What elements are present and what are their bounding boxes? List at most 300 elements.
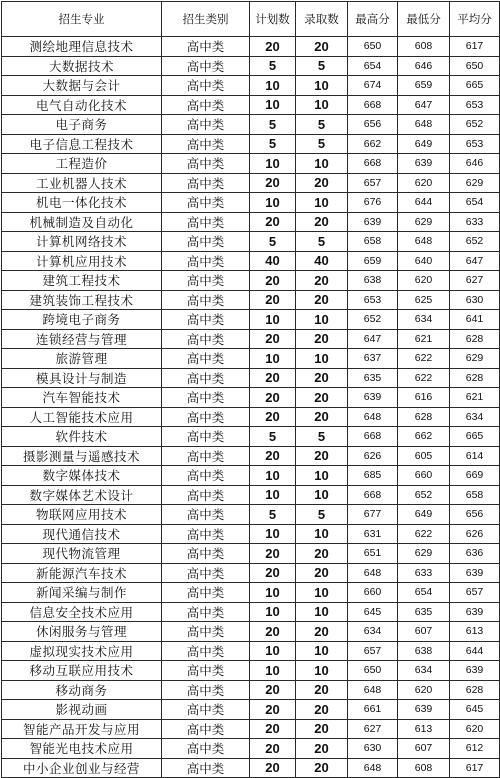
cell-avg-score: 647: [450, 251, 500, 271]
cell-category: 高中类: [162, 173, 250, 193]
cell-max-score: 638: [348, 271, 398, 291]
cell-min-score: 638: [398, 641, 450, 661]
cell-admit-count: 5: [296, 115, 348, 135]
cell-avg-score: 613: [450, 622, 500, 642]
cell-plan-count: 20: [250, 329, 296, 349]
cell-max-score: 668: [348, 485, 398, 505]
cell-major: 机电一体化技术: [2, 193, 162, 213]
cell-major: 中小企业创业与经营: [2, 758, 162, 778]
cell-min-score: 652: [398, 485, 450, 505]
cell-admit-count: 10: [296, 193, 348, 213]
cell-admit-count: 20: [296, 329, 348, 349]
cell-category: 高中类: [162, 524, 250, 544]
cell-min-score: 628: [398, 407, 450, 427]
cell-avg-score: 650: [450, 56, 500, 76]
cell-major: 工业机器人技术: [2, 173, 162, 193]
header-max-score: 最高分: [348, 2, 398, 37]
cell-max-score: 652: [348, 310, 398, 330]
table-row: [2, 349, 500, 369]
cell-category: 高中类: [162, 76, 250, 96]
cell-plan-count: 10: [250, 466, 296, 486]
cell-min-score: 629: [398, 544, 450, 564]
cell-category: 高中类: [162, 251, 250, 271]
cell-major: 电子信息工程技术: [2, 134, 162, 154]
cell-min-score: 635: [398, 602, 450, 622]
cell-admit-count: 20: [296, 680, 348, 700]
cell-admit-count: 20: [296, 290, 348, 310]
cell-min-score: 608: [398, 758, 450, 778]
cell-plan-count: 10: [250, 349, 296, 369]
cell-major: 电气自动化技术: [2, 95, 162, 115]
header-admit-count: 录取数: [296, 2, 348, 37]
cell-category: 高中类: [162, 739, 250, 759]
cell-major: 摄影测量与遥感技术: [2, 446, 162, 466]
cell-category: 高中类: [162, 37, 250, 57]
cell-plan-count: 20: [250, 212, 296, 232]
cell-category: 高中类: [162, 115, 250, 135]
cell-category: 高中类: [162, 661, 250, 681]
table-row: [2, 271, 500, 291]
table-row: [2, 427, 500, 447]
cell-avg-score: 627: [450, 271, 500, 291]
cell-min-score: 605: [398, 446, 450, 466]
cell-min-score: 621: [398, 329, 450, 349]
table-row: [2, 583, 500, 603]
cell-min-score: 622: [398, 524, 450, 544]
cell-admit-count: 10: [296, 154, 348, 174]
cell-plan-count: 10: [250, 485, 296, 505]
cell-plan-count: 20: [250, 446, 296, 466]
cell-major: 大数据与会计: [2, 76, 162, 96]
cell-max-score: 650: [348, 37, 398, 57]
cell-max-score: 651: [348, 544, 398, 564]
cell-plan-count: 10: [250, 602, 296, 622]
cell-avg-score: 614: [450, 446, 500, 466]
cell-major: 工程造价: [2, 154, 162, 174]
cell-min-score: 620: [398, 173, 450, 193]
cell-avg-score: 617: [450, 758, 500, 778]
cell-major: 测绘地理信息技术: [2, 37, 162, 57]
cell-category: 高中类: [162, 544, 250, 564]
cell-min-score: 634: [398, 310, 450, 330]
cell-plan-count: 20: [250, 37, 296, 57]
cell-max-score: 650: [348, 661, 398, 681]
cell-avg-score: 629: [450, 173, 500, 193]
cell-major: 跨境电子商务: [2, 310, 162, 330]
cell-avg-score: 621: [450, 388, 500, 408]
cell-admit-count: 20: [296, 544, 348, 564]
cell-admit-count: 10: [296, 310, 348, 330]
cell-max-score: 677: [348, 505, 398, 525]
cell-max-score: 648: [348, 407, 398, 427]
cell-major: 数字媒体艺术设计: [2, 485, 162, 505]
cell-avg-score: 617: [450, 37, 500, 57]
cell-avg-score: 652: [450, 115, 500, 135]
table-row: [2, 485, 500, 505]
cell-category: 高中类: [162, 466, 250, 486]
cell-avg-score: 653: [450, 134, 500, 154]
table-row: [2, 719, 500, 739]
cell-category: 高中类: [162, 700, 250, 720]
table-row: [2, 95, 500, 115]
cell-max-score: 639: [348, 388, 398, 408]
cell-avg-score: 628: [450, 329, 500, 349]
cell-min-score: 640: [398, 251, 450, 271]
cell-plan-count: 20: [250, 563, 296, 583]
table-row: [2, 368, 500, 388]
cell-avg-score: 644: [450, 641, 500, 661]
cell-plan-count: 20: [250, 700, 296, 720]
table-row: [2, 154, 500, 174]
cell-plan-count: 10: [250, 310, 296, 330]
cell-avg-score: 628: [450, 680, 500, 700]
admission-score-table: [1, 1, 500, 778]
cell-min-score: 607: [398, 622, 450, 642]
cell-major: 信息安全技术应用: [2, 602, 162, 622]
cell-plan-count: 20: [250, 758, 296, 778]
cell-major: 模具设计与制造: [2, 368, 162, 388]
cell-admit-count: 20: [296, 407, 348, 427]
cell-admit-count: 20: [296, 388, 348, 408]
cell-category: 高中类: [162, 680, 250, 700]
cell-min-score: 625: [398, 290, 450, 310]
cell-plan-count: 10: [250, 661, 296, 681]
cell-min-score: 620: [398, 271, 450, 291]
cell-admit-count: 5: [296, 505, 348, 525]
cell-max-score: 662: [348, 134, 398, 154]
cell-admit-count: 5: [296, 134, 348, 154]
table-row: [2, 134, 500, 154]
cell-max-score: 626: [348, 446, 398, 466]
cell-min-score: 633: [398, 563, 450, 583]
cell-min-score: 648: [398, 232, 450, 252]
table-row: [2, 680, 500, 700]
cell-major: 电子商务: [2, 115, 162, 135]
cell-category: 高中类: [162, 290, 250, 310]
cell-category: 高中类: [162, 622, 250, 642]
table-row: [2, 758, 500, 778]
cell-max-score: 635: [348, 368, 398, 388]
cell-avg-score: 641: [450, 310, 500, 330]
cell-admit-count: 20: [296, 758, 348, 778]
cell-admit-count: 20: [296, 719, 348, 739]
cell-major: 物联网应用技术: [2, 505, 162, 525]
cell-max-score: 676: [348, 193, 398, 213]
cell-admit-count: 10: [296, 466, 348, 486]
cell-admit-count: 20: [296, 368, 348, 388]
cell-admit-count: 10: [296, 349, 348, 369]
cell-major: 现代物流管理: [2, 544, 162, 564]
cell-plan-count: 20: [250, 271, 296, 291]
cell-max-score: 659: [348, 251, 398, 271]
cell-major: 智能产品开发与应用: [2, 719, 162, 739]
cell-admit-count: 10: [296, 76, 348, 96]
cell-avg-score: 665: [450, 76, 500, 96]
cell-max-score: 648: [348, 680, 398, 700]
cell-admit-count: 20: [296, 271, 348, 291]
cell-max-score: 653: [348, 290, 398, 310]
cell-max-score: 631: [348, 524, 398, 544]
cell-avg-score: 656: [450, 505, 500, 525]
cell-category: 高中类: [162, 602, 250, 622]
cell-avg-score: 620: [450, 719, 500, 739]
cell-plan-count: 5: [250, 134, 296, 154]
cell-plan-count: 20: [250, 388, 296, 408]
cell-avg-score: 630: [450, 290, 500, 310]
table-row: [2, 310, 500, 330]
cell-plan-count: 20: [250, 739, 296, 759]
cell-min-score: 644: [398, 193, 450, 213]
header-category: 招生类别: [162, 2, 250, 37]
cell-major: 新闻采编与制作: [2, 583, 162, 603]
cell-category: 高中类: [162, 271, 250, 291]
cell-max-score: 630: [348, 739, 398, 759]
cell-plan-count: 5: [250, 232, 296, 252]
cell-min-score: 647: [398, 95, 450, 115]
cell-category: 高中类: [162, 388, 250, 408]
cell-category: 高中类: [162, 95, 250, 115]
cell-category: 高中类: [162, 193, 250, 213]
table-row: [2, 524, 500, 544]
cell-admit-count: 10: [296, 524, 348, 544]
cell-major: 大数据技术: [2, 56, 162, 76]
cell-avg-score: 634: [450, 407, 500, 427]
cell-max-score: 648: [348, 758, 398, 778]
cell-min-score: 649: [398, 505, 450, 525]
cell-min-score: 607: [398, 739, 450, 759]
cell-max-score: 674: [348, 76, 398, 96]
cell-max-score: 637: [348, 349, 398, 369]
cell-admit-count: 20: [296, 622, 348, 642]
table-row: [2, 212, 500, 232]
cell-category: 高中类: [162, 719, 250, 739]
cell-plan-count: 20: [250, 368, 296, 388]
cell-category: 高中类: [162, 232, 250, 252]
cell-major: 移动商务: [2, 680, 162, 700]
cell-admit-count: 10: [296, 661, 348, 681]
cell-min-score: 622: [398, 368, 450, 388]
cell-avg-score: 658: [450, 485, 500, 505]
cell-major: 新能源汽车技术: [2, 563, 162, 583]
cell-category: 高中类: [162, 485, 250, 505]
cell-plan-count: 10: [250, 583, 296, 603]
table-row: [2, 622, 500, 642]
cell-avg-score: 669: [450, 466, 500, 486]
cell-max-score: 656: [348, 115, 398, 135]
cell-avg-score: 652: [450, 232, 500, 252]
cell-min-score: 639: [398, 154, 450, 174]
cell-plan-count: 5: [250, 56, 296, 76]
cell-plan-count: 5: [250, 505, 296, 525]
cell-avg-score: 628: [450, 368, 500, 388]
cell-major: 休闲服务与管理: [2, 622, 162, 642]
cell-major: 移动互联应用技术: [2, 661, 162, 681]
cell-plan-count: 10: [250, 95, 296, 115]
cell-avg-score: 629: [450, 349, 500, 369]
cell-plan-count: 10: [250, 154, 296, 174]
cell-avg-score: 626: [450, 524, 500, 544]
cell-min-score: 622: [398, 349, 450, 369]
table-row: [2, 193, 500, 213]
cell-major: 虚拟现实技术应用: [2, 641, 162, 661]
cell-admit-count: 20: [296, 212, 348, 232]
cell-plan-count: 20: [250, 407, 296, 427]
cell-plan-count: 20: [250, 173, 296, 193]
cell-max-score: 654: [348, 56, 398, 76]
header-row: [2, 2, 500, 37]
cell-max-score: 661: [348, 700, 398, 720]
cell-min-score: 662: [398, 427, 450, 447]
cell-min-score: 620: [398, 680, 450, 700]
cell-admit-count: 5: [296, 232, 348, 252]
table-row: [2, 290, 500, 310]
cell-category: 高中类: [162, 310, 250, 330]
cell-avg-score: 639: [450, 602, 500, 622]
table-row: [2, 76, 500, 96]
cell-avg-score: 633: [450, 212, 500, 232]
cell-max-score: 668: [348, 95, 398, 115]
table-row: [2, 466, 500, 486]
cell-admit-count: 20: [296, 700, 348, 720]
cell-plan-count: 20: [250, 544, 296, 564]
cell-plan-count: 20: [250, 719, 296, 739]
cell-min-score: 613: [398, 719, 450, 739]
cell-min-score: 654: [398, 583, 450, 603]
table-row: [2, 407, 500, 427]
cell-max-score: 657: [348, 173, 398, 193]
cell-max-score: 657: [348, 641, 398, 661]
cell-admit-count: 10: [296, 641, 348, 661]
table-row: [2, 544, 500, 564]
cell-max-score: 658: [348, 232, 398, 252]
cell-category: 高中类: [162, 641, 250, 661]
cell-major: 计算机网络技术: [2, 232, 162, 252]
table-row: [2, 661, 500, 681]
cell-admit-count: 10: [296, 485, 348, 505]
cell-plan-count: 10: [250, 641, 296, 661]
cell-major: 汽车智能技术: [2, 388, 162, 408]
cell-admit-count: 20: [296, 739, 348, 759]
cell-max-score: 668: [348, 427, 398, 447]
table-row: [2, 251, 500, 271]
table-body: [2, 37, 500, 778]
table-row: [2, 602, 500, 622]
cell-avg-score: 639: [450, 563, 500, 583]
cell-avg-score: 646: [450, 154, 500, 174]
cell-admit-count: 20: [296, 173, 348, 193]
cell-category: 高中类: [162, 154, 250, 174]
cell-category: 高中类: [162, 134, 250, 154]
cell-plan-count: 20: [250, 290, 296, 310]
cell-max-score: 685: [348, 466, 398, 486]
table-row: [2, 173, 500, 193]
cell-major: 智能光电技术应用: [2, 739, 162, 759]
table-row: [2, 56, 500, 76]
cell-max-score: 645: [348, 602, 398, 622]
cell-plan-count: 10: [250, 193, 296, 213]
cell-major: 人工智能技术应用: [2, 407, 162, 427]
cell-category: 高中类: [162, 349, 250, 369]
cell-category: 高中类: [162, 583, 250, 603]
cell-min-score: 616: [398, 388, 450, 408]
table-row: [2, 446, 500, 466]
cell-category: 高中类: [162, 212, 250, 232]
cell-major: 建筑装饰工程技术: [2, 290, 162, 310]
cell-min-score: 639: [398, 700, 450, 720]
cell-major: 计算机应用技术: [2, 251, 162, 271]
table-row: [2, 641, 500, 661]
table-row: [2, 115, 500, 135]
cell-major: 机械制造及自动化: [2, 212, 162, 232]
cell-max-score: 627: [348, 719, 398, 739]
cell-min-score: 646: [398, 56, 450, 76]
cell-avg-score: 639: [450, 661, 500, 681]
cell-min-score: 634: [398, 661, 450, 681]
cell-category: 高中类: [162, 446, 250, 466]
cell-avg-score: 636: [450, 544, 500, 564]
cell-min-score: 659: [398, 76, 450, 96]
cell-max-score: 634: [348, 622, 398, 642]
cell-admit-count: 5: [296, 427, 348, 447]
table-row: [2, 37, 500, 57]
cell-plan-count: 5: [250, 427, 296, 447]
table-row: [2, 563, 500, 583]
cell-major: 数字媒体技术: [2, 466, 162, 486]
cell-major: 连锁经营与管理: [2, 329, 162, 349]
cell-category: 高中类: [162, 758, 250, 778]
header-plan-count: 计划数: [250, 2, 296, 37]
cell-category: 高中类: [162, 563, 250, 583]
cell-min-score: 660: [398, 466, 450, 486]
cell-category: 高中类: [162, 329, 250, 349]
cell-admit-count: 40: [296, 251, 348, 271]
cell-max-score: 648: [348, 563, 398, 583]
cell-plan-count: 20: [250, 680, 296, 700]
table-row: [2, 700, 500, 720]
cell-admit-count: 20: [296, 563, 348, 583]
table-row: [2, 329, 500, 349]
cell-max-score: 647: [348, 329, 398, 349]
cell-category: 高中类: [162, 56, 250, 76]
table-row: [2, 505, 500, 525]
cell-major: 软件技术: [2, 427, 162, 447]
header-avg-score: 平均分: [450, 2, 500, 37]
cell-admit-count: 10: [296, 95, 348, 115]
cell-avg-score: 657: [450, 583, 500, 603]
table-row: [2, 388, 500, 408]
cell-major: 建筑工程技术: [2, 271, 162, 291]
cell-plan-count: 40: [250, 251, 296, 271]
cell-min-score: 608: [398, 37, 450, 57]
cell-avg-score: 645: [450, 700, 500, 720]
cell-admit-count: 5: [296, 56, 348, 76]
cell-avg-score: 665: [450, 427, 500, 447]
cell-admit-count: 10: [296, 583, 348, 603]
cell-category: 高中类: [162, 505, 250, 525]
cell-major: 影视动画: [2, 700, 162, 720]
cell-admit-count: 20: [296, 37, 348, 57]
cell-min-score: 629: [398, 212, 450, 232]
header-min-score: 最低分: [398, 2, 450, 37]
header-major: 招生专业: [2, 2, 162, 37]
cell-admit-count: 20: [296, 446, 348, 466]
cell-plan-count: 10: [250, 524, 296, 544]
cell-category: 高中类: [162, 407, 250, 427]
cell-min-score: 649: [398, 134, 450, 154]
cell-avg-score: 612: [450, 739, 500, 759]
table-row: [2, 739, 500, 759]
cell-major: 旅游管理: [2, 349, 162, 369]
